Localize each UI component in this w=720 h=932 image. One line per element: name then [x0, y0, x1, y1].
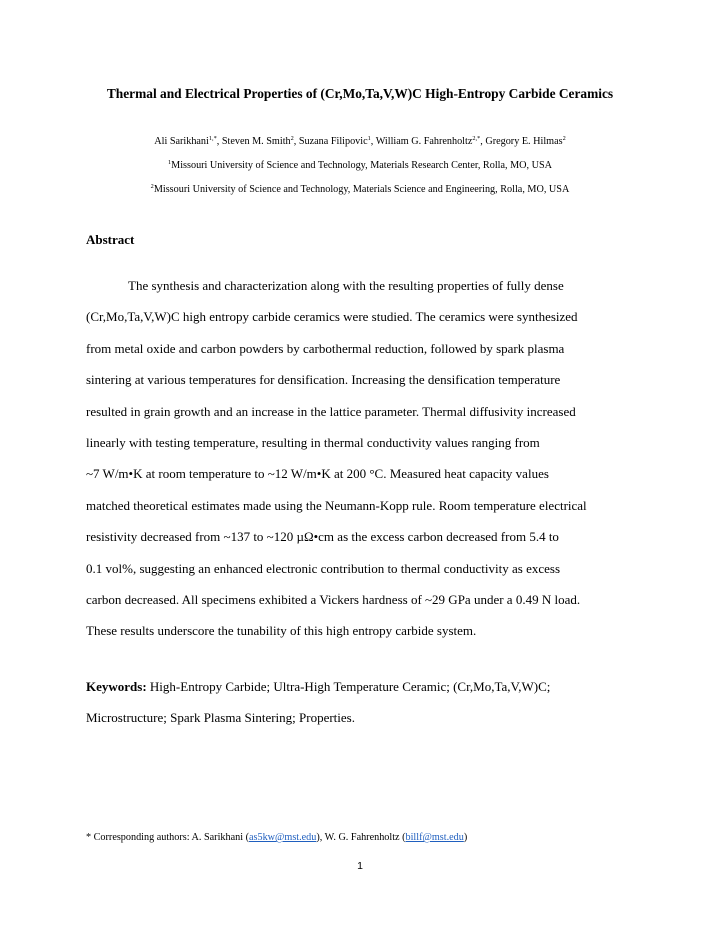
abstract-line: ~7 W/m•K at room temperature to ~12 W/m•K at 200 °C. Measured heat capacity values [86, 466, 549, 482]
footnote-text: ), W. G. Fahrenholtz ( [316, 832, 406, 843]
author-name: Ali Sarikhani [154, 136, 209, 147]
keywords-label: Keywords: [86, 679, 147, 694]
abstract-line: resulted in grain growth and an increase in the lattice parameter. Thermal diffusivity increased [86, 403, 576, 419]
author-name: Suzana Filipovic [298, 136, 368, 147]
abstract-line: linearly with testing temperature, resulting in thermal conductivity values ranging from [86, 435, 540, 451]
keywords-text: High-Entropy Carbide; Ultra-High Temperature Ceramic; (Cr,Mo,Ta,V,W)C; [149, 679, 551, 694]
author-superscript: 2,* [472, 135, 481, 143]
abstract-heading: Abstract [86, 232, 135, 247]
abstract-line: from metal oxide and carbon powders by carbothermal reduction, followed by spark plasma [86, 340, 565, 356]
affiliation-1 [0, 160, 720, 171]
affiliation-text: Missouri University of Science and Technology, Materials Research Center, Rolla, MO, USA [171, 160, 552, 171]
email-link-sarikhani[interactable]: as5kw@mst.edu [248, 832, 317, 843]
abstract-line: 0.1 vol%, suggesting an enhanced electronic contribution to thermal conductivity as excess [86, 560, 561, 576]
keywords-section [86, 671, 634, 733]
paper-title: Thermal and Electrical Properties of (Cr,Mo,Ta,V,W)C High-Entropy Carbide Ceramics [106, 86, 614, 101]
abstract-line: carbon decreased. All specimens exhibited a Vickers hardness of ~29 GPa under a 0.49 N load. [86, 592, 581, 608]
author-list: Ali Sarikhani$^{1,*}$, Steven M. Smith$^2$, Suzana Filipovic$^1$, William G. Fahrenholtz$^{2,*}$, Gregory E. Hilmas$^2$ [154, 135, 566, 147]
abstract-line: (Cr,Mo,Ta,V,W)C high entropy carbide ceramics were studied. The ceramics were synthesized [86, 309, 578, 325]
author-superscript: 2 [290, 135, 294, 143]
email-link-fahrenholtz[interactable]: billf@mst.edu [405, 832, 464, 843]
author-name: William G. Fahrenholtz [375, 136, 473, 147]
affiliation-superscript: 1 [168, 159, 172, 167]
footnote-text: * Corresponding authors: A. Sarikhani ( [86, 832, 249, 843]
abstract-body [86, 270, 634, 647]
page-number: 1 [357, 860, 363, 872]
abstract-line: These results underscore the tunability of this high entropy carbide system. [86, 623, 477, 639]
abstract-line: The synthesis and characterization along with the resulting properties of fully dense [128, 278, 564, 293]
abstract-line: sintering at various temperatures for densification. Increasing the densification temperature [86, 372, 561, 388]
affiliation-2 [0, 184, 720, 195]
author-superscript: 2 [562, 135, 566, 143]
abstract-line: matched theoretical estimates made using the Neumann-Kopp rule. Room temperature electrical [86, 497, 587, 513]
footnote-text: ) [463, 832, 468, 843]
keywords-text: Microstructure; Spark Plasma Sintering; Properties. [86, 710, 355, 725]
author-superscript: 1 [367, 135, 371, 143]
author-superscript: 1,* [208, 135, 217, 143]
abstract-line: resistivity decreased from ~137 to ~120 µΩ•cm as the excess carbon decreased from 5.4 to [86, 529, 559, 545]
author-name: Gregory E. Hilmas [485, 136, 563, 147]
affiliation-superscript: 2 [150, 183, 154, 191]
affiliation-text: Missouri University of Science and Technology, Materials Science and Engineering, Rolla, MO, USA [153, 184, 570, 195]
corresponding-author-footnote [86, 832, 467, 843]
author-name: Steven M. Smith [221, 136, 291, 147]
